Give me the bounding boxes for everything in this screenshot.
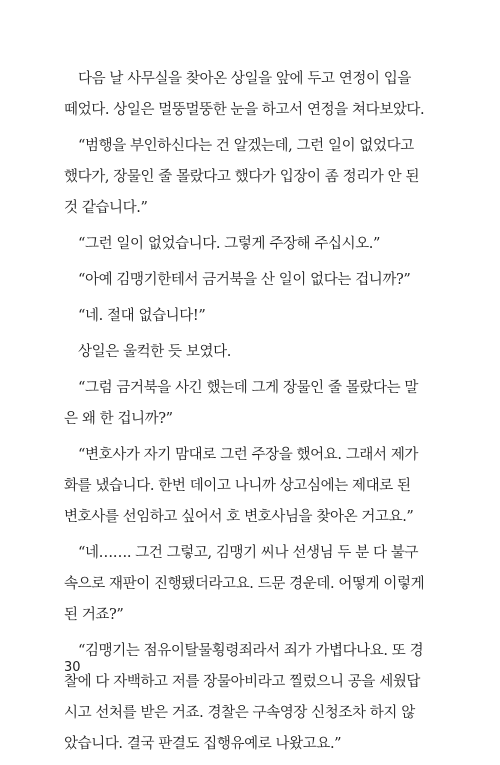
body-text: [64, 64, 440, 765]
text-line: 상일은 울컥한 듯 보였다.: [78, 344, 231, 360]
text-line: 은 왜 한 겁니까?”: [64, 411, 173, 427]
text-line: 했다가, 장물인 줄 몰랐다고 했다가 입장이 좀 정리가 안 된: [64, 169, 420, 185]
text-line: “네……. 그건 그렇고, 김맹기 씨나 선생님 두 분 다 불구: [78, 545, 419, 561]
text-line: 았습니다. 결국 판결도 집행유예로 나왔고요.”: [64, 736, 342, 752]
paragraph: [64, 64, 440, 126]
text-line: “범행을 부인하신다는 건 알겠는데, 그런 일이 없었다고: [78, 138, 414, 154]
paragraph: [64, 229, 440, 260]
text-line: 변호사를 선임하고 싶어서 호 변호사님을 찾아온 거고요.”: [64, 509, 414, 525]
text-line: “그런 일이 없었습니다. 그렇게 주장해 주십시오.”: [78, 236, 381, 252]
paragraph: [64, 131, 440, 224]
text-line: “김맹기는 점유이탈물횡령죄라서 죄가 가볍다나요. 또 경: [78, 643, 424, 659]
text-line: 된 거죠?”: [64, 607, 124, 623]
text-line: 화를 냈습니다. 한번 데이고 나니까 상고심에는 제대로 된: [64, 478, 411, 494]
page-number: 30: [64, 660, 81, 675]
paragraph: [64, 337, 440, 368]
paragraph: [64, 538, 440, 631]
text-line: “네. 절대 없습니다!”: [78, 308, 206, 324]
paragraph: [64, 301, 440, 332]
text-line: “아예 김맹기한테서 금거북을 산 일이 없다는 겁니까?”: [78, 272, 411, 288]
text-line: “변호사가 자기 맘대로 그런 주장을 했어요. 그래서 제가: [78, 447, 419, 463]
text-line: 것 같습니다.”: [64, 200, 148, 216]
paragraph: [64, 440, 440, 533]
text-line: 찰에 다 자백하고 저를 장물아비라고 찔렀으니 공을 세웠답: [64, 674, 421, 690]
paragraph: [64, 636, 440, 760]
text-line: 속으로 재판이 진행됐더라고요. 드문 경운데. 어떻게 이렇게: [64, 576, 425, 592]
paragraph: [64, 373, 440, 435]
text-line: 떼었다. 상일은 멀뚱멀뚱한 눈을 하고서 연정을 쳐다보았다.: [64, 102, 425, 118]
text-line: “그럼 금거북을 사긴 했는데 그게 장물인 줄 몰랐다는 말: [78, 380, 419, 396]
paragraph: [64, 265, 440, 296]
text-line: 시고 선처를 받은 거죠. 경찰은 구속영장 신청조차 하지 않: [64, 705, 415, 721]
text-line: 다음 날 사무실을 찾아온 상일을 앞에 두고 연정이 입을: [78, 71, 412, 87]
